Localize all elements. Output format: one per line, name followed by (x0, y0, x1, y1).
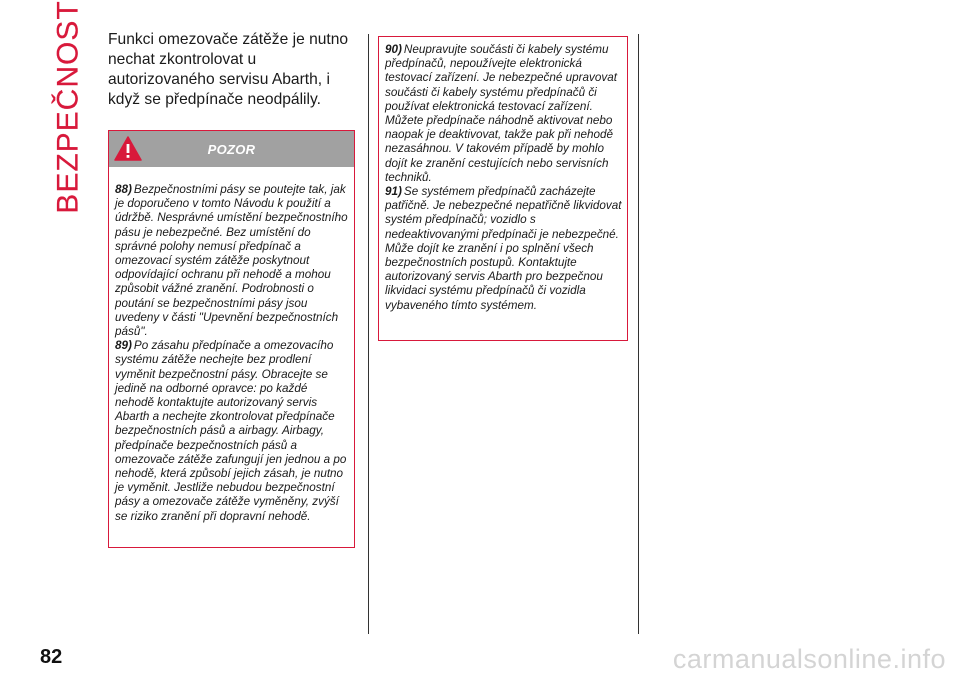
warning-item: 91) Se systémem předpínačů zacházejte patřičně. Je nebezpečné nepatřičně likvidovat systém předpínačů; vozidlo s nedeaktivovanými předpínači je nebezpečné. Může dojít ke zranění i po splnění všech bezpečnostních postupů. Kontaktujte autorizovaný servis Abarth pro bezpečnou likvidaci systému předpínačů či vozidla vybaveného tímto systémem. (385, 185, 622, 312)
warning-box-continued (378, 36, 628, 341)
intro-paragraph: Funkci omezovače zátěže je nutno nechat zkontrolovat u autorizovaného servisu Abarth, i když se předpínače neodpálily. (108, 31, 349, 108)
column-divider (368, 34, 369, 634)
warning-item: 89) Po zásahu předpínače a omezovacího systému zátěže nechejte bez prodlení vyměnit bezpečnostní pásy. Obracejte se jedině na odborné opravce: po každé nehodě kontaktujte autorizovaný servis Abarth a nechejte zkontrolovat předpínače bezpečnostních pásů a airbagy. Airbagy, předpínače bezpečnostních pásů a omezovače zátěže zafungují jen jednou a po nehodě, která způsobí jejich zásah, je nutno je vyměnit. Jestliže nebudou bezpečnostní pásy a omezovače zátěže vyměněny, zvýší se riziko zranění při dopravní nehodě. (115, 339, 347, 523)
warning-header (109, 131, 354, 167)
warning-body (109, 167, 354, 524)
warning-triangle-icon (113, 134, 143, 164)
warning-box (108, 130, 355, 548)
warning-item: 90) Neupravujte součásti či kabely systému předpínačů, nepoužívejte elektronická testovací zařízení. Je nebezpečné upravovat součásti či kabely systému předpínačů či používat elektronická testovací zařízení. Můžete předpínače náhodně aktivovat nebo naopak je deaktivovat, takže pak při nehodě nezasáhnou. V takovém případě by mohlo dojít ke zranění cestujících nebo servisních techniků. (385, 43, 617, 184)
section-title: BEZPEČNOST (52, 0, 85, 214)
page-number: 82 (40, 646, 63, 668)
watermark: carmanualsonline.info (672, 644, 946, 674)
column-divider (638, 34, 639, 634)
warning-item: 88) Bezpečnostními pásy se poutejte tak, jak je doporučeno v tomto Návodu k použití a údržbě. Nesprávné umístění bezpečnostního pásu je nebezpečné. Bez umístění do správné polohy nemusí předpínač a omezovací systém zátěže poskytnout odpovídající ochranu při nehodě a mohou způsobit vážné zranění. Podrobnosti o poutání se bezpečnostními pásy jsou uvedeny v části "Upevnění bezpečnostních pásů". (115, 183, 348, 339)
warning-title: POZOR (207, 141, 256, 157)
